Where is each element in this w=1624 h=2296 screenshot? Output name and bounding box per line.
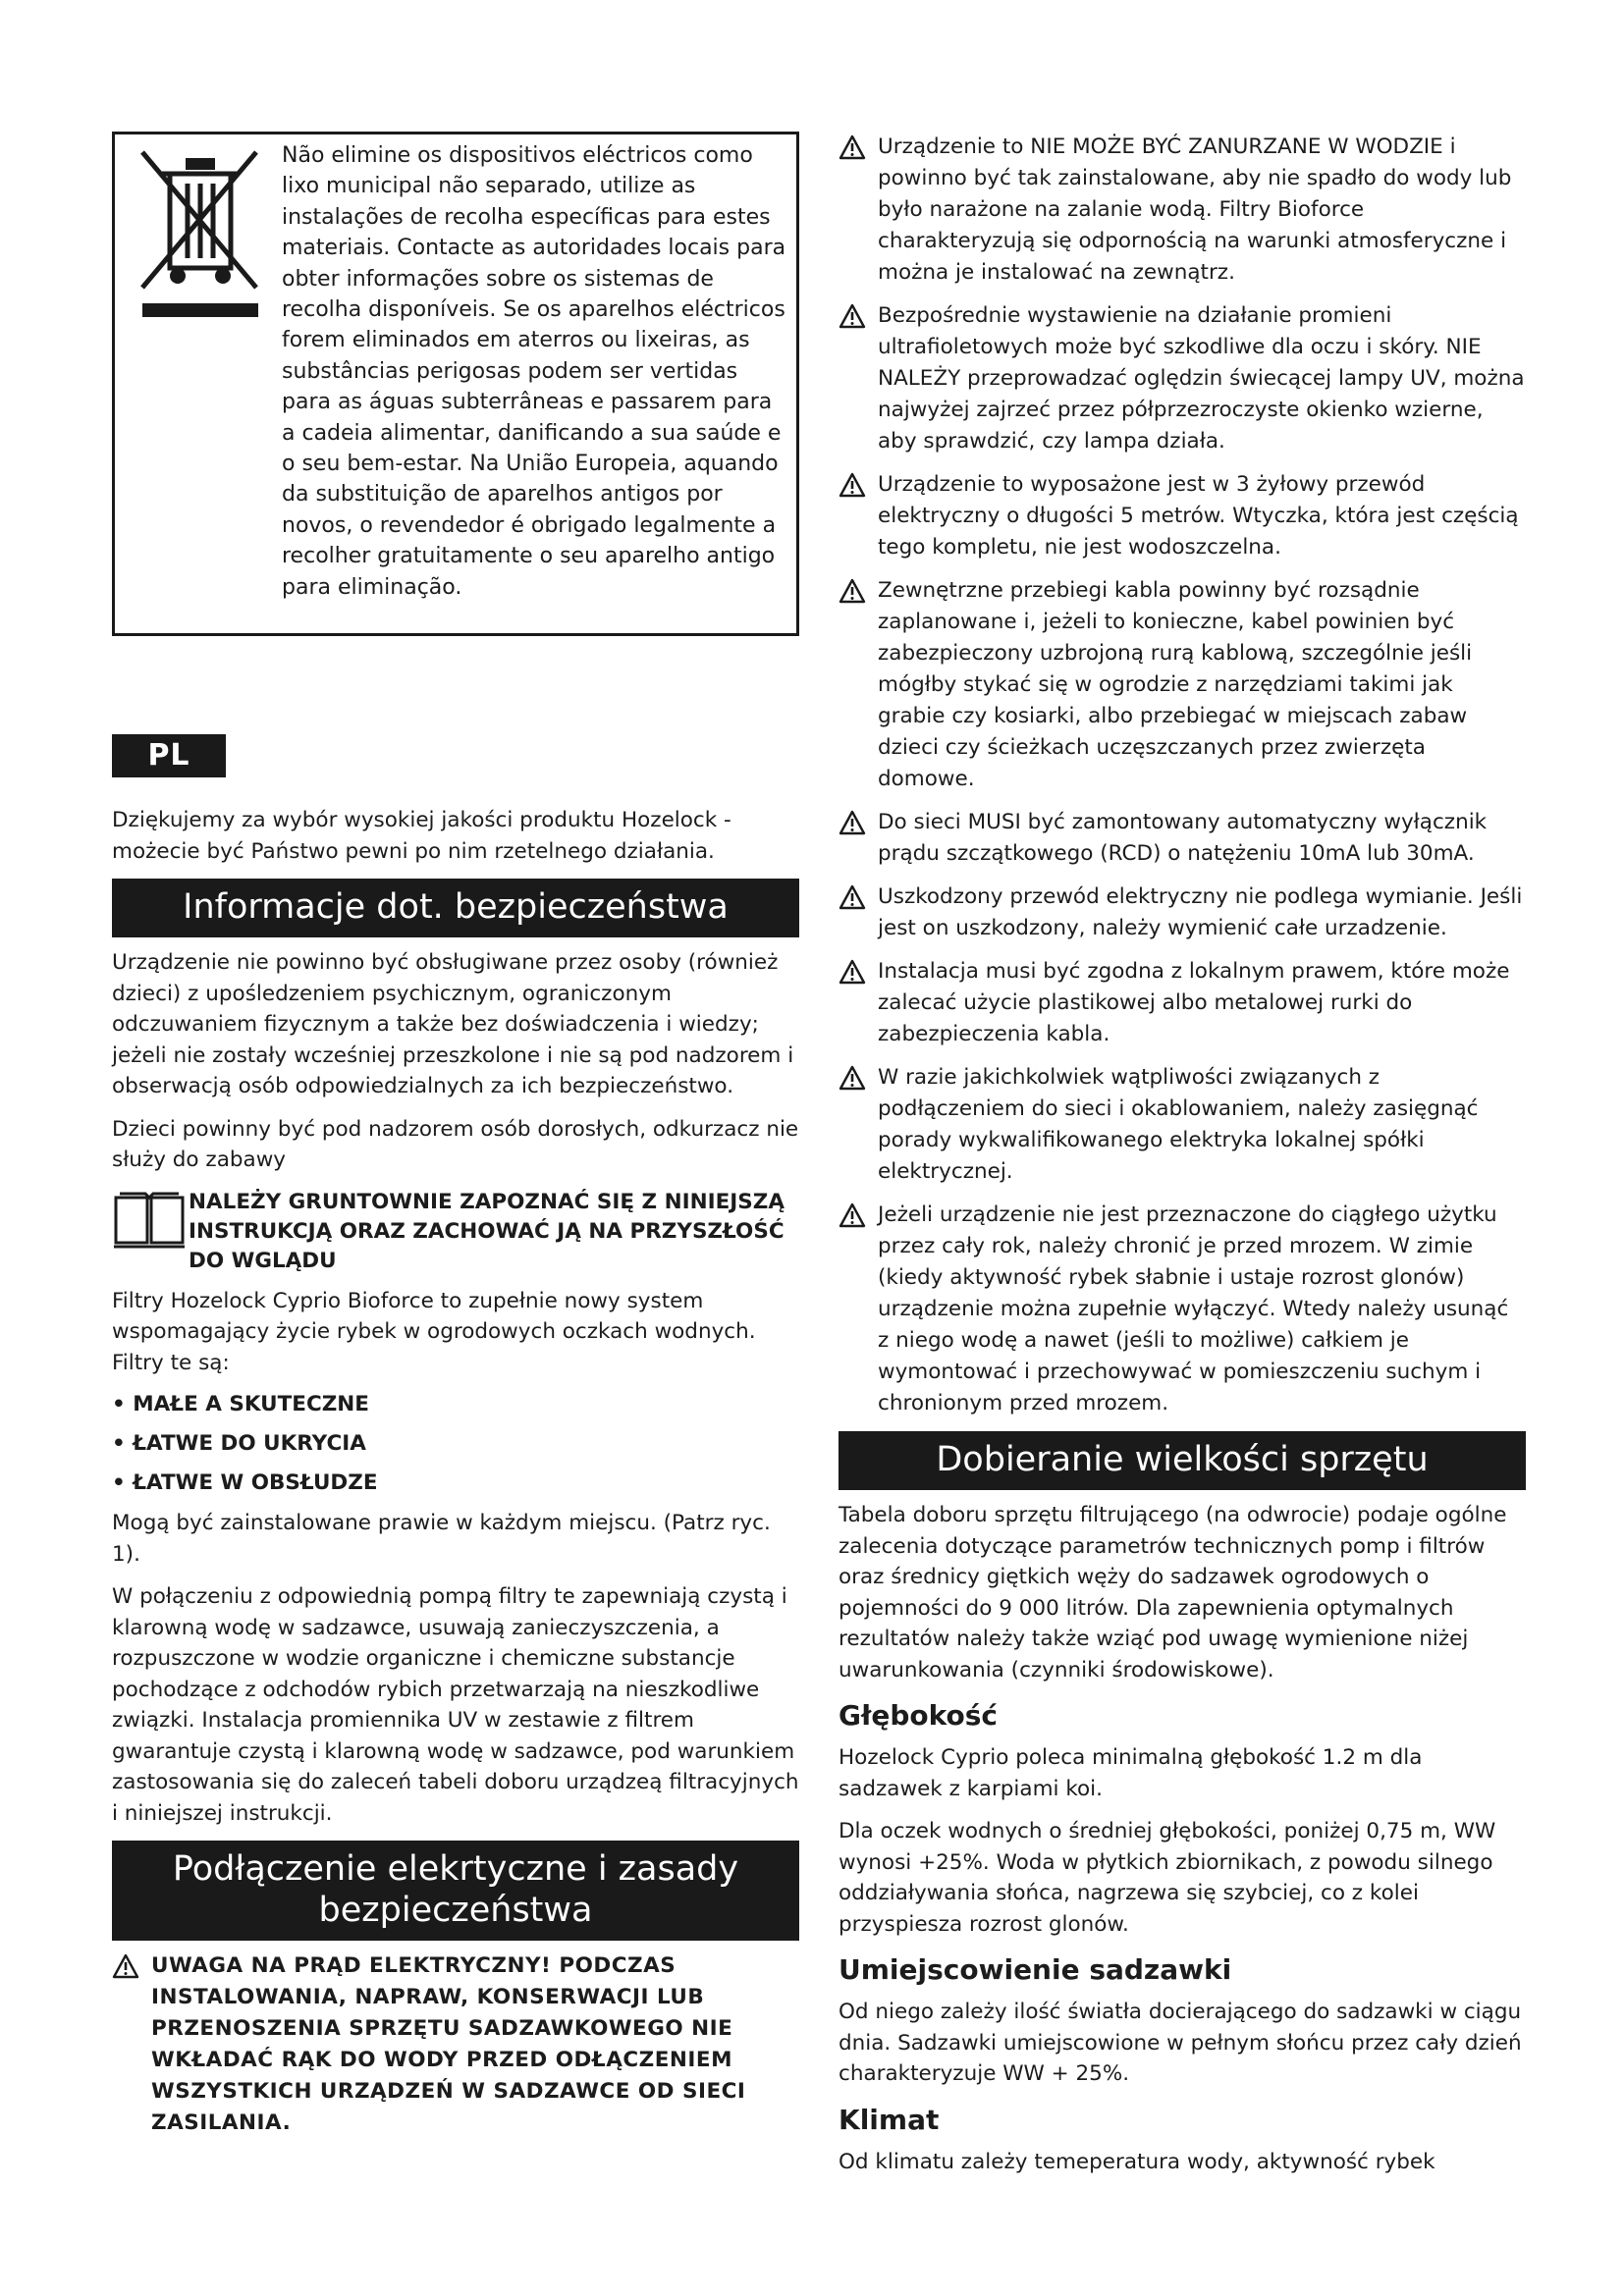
- warning-triangle-icon: [839, 884, 878, 910]
- warning-triangle-icon: [112, 1953, 151, 1979]
- warning-triangle-icon: [839, 134, 878, 160]
- subheading-location: Umiejscowienie sadzawki: [839, 1953, 1232, 1986]
- warning-item: [839, 1200, 1526, 1419]
- warning-text: Zewnętrzne przebiegi kabla powinny być rozsądnie zaplanowane i, jeżeli to konieczne, kabel powinien być zabezpieczony uzbrojoną rurą kablową, szczególnie jeśli mógłby stykać się w ogrodzie z narzędziami takimi jak grabie czy kosiarki, albo przebiegać w miejscach zabaw dzieci czy ścieżkach uczęszczanych przez zwierzęta domowe.: [878, 578, 1473, 791]
- electric-warning: [112, 1950, 799, 2139]
- warning-triangle-icon: [839, 810, 878, 835]
- warning-text: Do sieci MUSI być zamontowany automatyczny wyłącznik prądu szczątkowego (RCD) o natężeniu 10mA lub 30mA.: [878, 810, 1488, 866]
- warning-item: [839, 807, 1526, 870]
- electric-warning-text: UWAGA NA PRĄD ELEKTRYCZNY! PODCZAS INSTALOWANIA, NAPRAW, KONSERWACJI LUB PRZENOSZENIA SPRZĘTU SADZAWKOWEGO NIE WKŁADAĆ RĄK DO WODY PRZED ODŁĄCZENIEM WSZYSTKICH URZĄDZEŃ W SADZAWCE OD SIECI ZASILANIA.: [151, 1953, 746, 2135]
- warning-item: [839, 300, 1526, 457]
- manual-notice: [112, 1188, 799, 1276]
- warning-text: Uszkodzony przewód elektryczny nie podlega wymianie. Jeśli jest on uszkodzony, należy wymienić całe urzadzenie.: [878, 884, 1523, 940]
- warning-item: [839, 1062, 1526, 1188]
- warning-triangle-icon: [839, 303, 878, 329]
- warning-text: Bezpośrednie wystawienie na działanie promieni ultrafioletowych może być szkodliwe dla oczu i skóry. NIE NALEŻY przeprowadzać oględzin świecącej lampy UV, można najwyżej zajrzeć przez półprzezroczyste okienko wzierne, aby sprawdzić, czy lampa działa.: [878, 303, 1525, 454]
- section-heading-safety: Informacje dot. bezpieczeństwa: [112, 879, 799, 937]
- manual-notice-text: NALEŻY GRUNTOWNIE ZAPOZNAĆ SIĘ Z NINIEJSZĄ INSTRUKCJĄ ORAZ ZACHOWAĆ JĄ NA PRZYSZŁOŚĆ DO WGLĄDU: [189, 1189, 785, 1273]
- left-column: [112, 132, 799, 2151]
- language-tag: PL: [112, 734, 226, 777]
- safety-paragraph-2: Dzieci powinny być pod nadzorem osób dorosłych, odkurzacz nie służy do zabawy: [112, 1116, 799, 1172]
- pump-paragraph: W połączeniu z odpowiednią pompą filtry te zapewniają czystą i klarowną wodę w sadzawce, usuwają zanieczyszczenia, a rozpuszczone w wodzie organiczne i chemiczne substancje pochodzące z odchodów rybich przetwarzają na nieszkodliwe związki. Instalacja promiennika UV w zestawie z filtrem gwarantuje czystą i klarowną wodę w sadzawce, pod warunkiem zastosowania się do zaleceń tabeli doboru urządzeą filtracyjnych i niniejszej instrukcji.: [112, 1584, 799, 1826]
- bioforce-intro: Filtry Hozelock Cyprio Bioforce to zupełnie nowy system wspomagający życie rybek w ogrodowych oczkach wodnych. Filtry te są:: [112, 1288, 756, 1375]
- depth-paragraph-1: Hozelock Cyprio poleca minimalną głębokość 1.2 m dla sadzawek z karpiami koi.: [839, 1745, 1423, 1801]
- crossed-out-wheelie-bin-icon: [129, 144, 272, 323]
- warning-triangle-icon: [839, 578, 878, 604]
- warning-text: Urządzenie to wyposażone jest w 3 żyłowy przewód elektryczny o długości 5 metrów. Wtyczka, która jest częścią tego kompletu, nie jest wodoszczelna.: [878, 472, 1519, 560]
- sizing-paragraph: Tabela doboru sprzętu filtrującego (na odwrocie) podaje ogólne zalecenia dotyczące parametrów technicznych pomp i filtrów oraz średnicy giętkich węży do sadzawek ogrodowych o pojemności do 9 000 litrów. Dla zapewnienia optymalnych rezultatów należy także wziąć pod uwagę wymienione niżej uwarunkowania (czynniki środowiskowe).: [839, 1503, 1507, 1682]
- feature-bullet: • ŁATWE DO UKRYCIA: [112, 1431, 366, 1456]
- weee-notice-text: Não elimine os dispositivos eléctricos como lixo municipal não separado, utilize as instalações de recolha específicas para estes materiais. Contacte as autoridades locais para obter informações sobre os sistemas de recolha disponíveis. Se os aparelhos eléctricos forem eliminados em aterros ou lixeiras, as substâncias perigosas podem ser vertidas para as águas subterrâneas e passarem para a cadeia alimentar, danificando a sua saúde e o seu bem-estar. Na União Europeia, aquando da substituição de aparelhos antigos por novos, o revendedor é obrigado legalmente a recolher gratuitamente o seu aparelho antigo para eliminação.: [282, 143, 786, 600]
- install-note: Mogą być zainstalowane prawie w każdym miejscu. (Patrz ryc. 1).: [112, 1511, 771, 1567]
- subheading-depth: Głębokość: [839, 1699, 999, 1732]
- warning-item: [839, 881, 1526, 944]
- warning-item: [839, 575, 1526, 795]
- depth-paragraph-2: Dla oczek wodnych o średniej głębokości, poniżej 0,75 m, WW wynosi +25%. Woda w płytkich zbiornikach, z powodu silnego oddziaływania słońca, nagrzewa się szybciej, co z kolei przyspiesza rozrost glonów.: [839, 1819, 1496, 1937]
- intro-text: Dziękujemy za wybór wysokiej jakości produktu Hozelock - możecie być Państwo pewni po nim rzetelnego działania.: [112, 808, 731, 864]
- warning-text: W razie jakichkolwiek wątpliwości związanych z podłączeniem do sieci i okablowaniem, należy zasięgnąć porady wykwalifikowanego elektryka lokalnej spółki elektrycznej.: [878, 1065, 1479, 1184]
- warning-triangle-icon: [839, 959, 878, 985]
- climate-paragraph: Od klimatu zależy temeperatura wody, aktywność rybek: [839, 2149, 1435, 2174]
- feature-bullet: • MAŁE A SKUTECZNE: [112, 1392, 369, 1416]
- warning-triangle-icon: [839, 1065, 878, 1091]
- warning-triangle-icon: [839, 1202, 878, 1228]
- warning-text: Jeżeli urządzenie nie jest przeznaczone do ciągłego użytku przez cały rok, należy chronić je przed mrozem. W zimie (kiedy aktywność rybek słabnie i ustaje rozrost glonów) urządzenie można zupełnie wyłączyć. Wtedy należy usunąć z niego wodę a nawet (jeśli to możliwe) całkiem je wymontować i przechowywać w pomieszczeniu suchym i chronionym przed mrozem.: [878, 1202, 1509, 1415]
- open-book-icon: [112, 1190, 187, 1251]
- warning-triangle-icon: [839, 472, 878, 498]
- subheading-climate: Klimat: [839, 2103, 940, 2136]
- warning-text: Instalacja musi być zgodna z lokalnym prawem, które może zalecać użycie plastikowej albo metalowej rurki do zabezpieczenia kabla.: [878, 959, 1510, 1046]
- warning-item: [839, 132, 1526, 289]
- feature-bullet: • ŁATWE W OBSŁUDZE: [112, 1470, 378, 1495]
- safety-paragraph-1: Urządzenie nie powinno być obsługiwane przez osoby (również dzieci) z upośledzeniem psychicznym, ograniczonym odczuwaniem fizycznym a także bez doświadczenia i wiedzy; jeżeli nie zostały wcześniej przeszkolone i nie są pod nadzorem i obserwacją osób odpowiedzialnych za ich bezpieczeństwo.: [112, 950, 794, 1098]
- warning-item: [839, 956, 1526, 1050]
- location-paragraph: Od niego zależy ilość światła docierającego do sadzawki w ciągu dnia. Sadzawki umiejscowione w pełnym słońcu przez cały dzień charakteryzuje WW + 25%.: [839, 2000, 1522, 2086]
- section-heading-electric: Podłączenie elekrtyczne i zasady bezpieczeństwa: [112, 1841, 799, 1941]
- warning-item: [839, 469, 1526, 563]
- warning-text: Urządzenie to NIE MOŻE BYĆ ZANURZANE W WODZIE i powinno być tak zainstalowane, aby nie spadło do wody lub było narażone na zalanie wodą. Filtry Bioforce charakteryzują się odpornością na warunki atmosferyczne i można je instalować na zewnątrz.: [878, 134, 1512, 285]
- right-column: [839, 132, 1526, 2189]
- section-heading-sizing: Dobieranie wielkości sprzętu: [839, 1431, 1526, 1490]
- weee-notice-box: [112, 132, 799, 636]
